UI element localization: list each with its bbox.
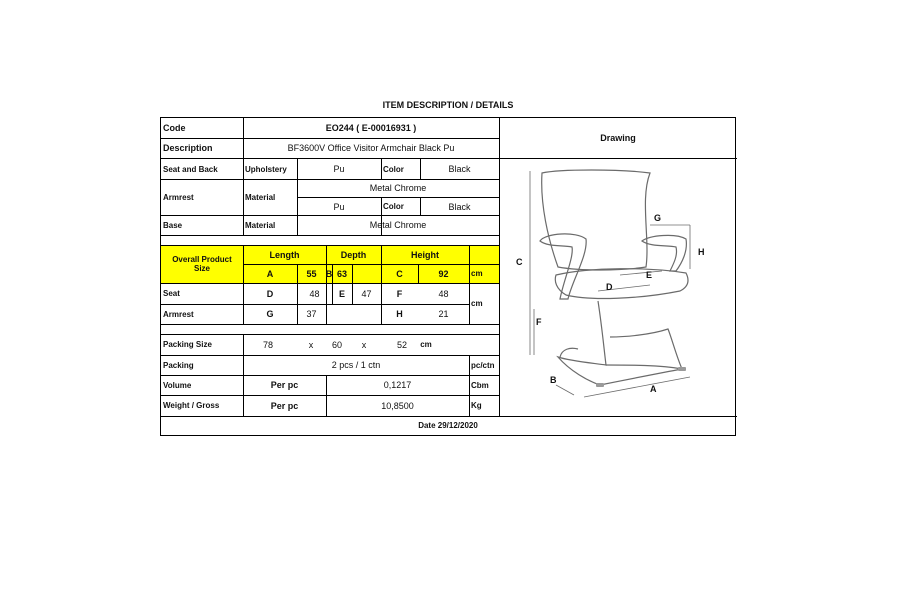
packing-height: 52 bbox=[396, 339, 407, 350]
packing-x-1: x bbox=[308, 339, 314, 350]
height-label: Height bbox=[411, 249, 439, 260]
chair-drawing bbox=[500, 159, 736, 416]
armrest-label: Armrest bbox=[163, 192, 194, 202]
packing-x-2: x bbox=[361, 339, 367, 350]
code-value: EO244 ( E-00016931 ) bbox=[325, 123, 417, 133]
backrest-outline bbox=[542, 170, 650, 270]
packing-value: 2 pcs / 1 ctn bbox=[331, 360, 381, 370]
dim-b-value: 63 bbox=[336, 268, 347, 279]
base-material-label: Material bbox=[245, 220, 276, 230]
weight-per: Per pc bbox=[270, 400, 299, 411]
dim-e-value: 47 bbox=[361, 288, 372, 299]
packing-label: Packing bbox=[163, 360, 194, 370]
packing-width: 60 bbox=[331, 339, 342, 350]
dim-line-b bbox=[556, 385, 574, 395]
description-label: Description bbox=[163, 143, 213, 153]
seat-back-color-label: Color bbox=[383, 164, 404, 174]
seat-dims-label: Seat bbox=[163, 289, 180, 298]
dim-h-value: 21 bbox=[438, 309, 449, 319]
volume-unit: Cbm bbox=[471, 380, 489, 390]
dim-e-letter: E bbox=[338, 288, 345, 299]
armrest-material-1: Metal Chrome bbox=[369, 183, 427, 193]
overall-unit: cm bbox=[471, 269, 483, 278]
drawing-label-b: B bbox=[550, 375, 557, 385]
drawing-label-h: H bbox=[698, 247, 705, 257]
drawing-label-d: D bbox=[606, 282, 613, 292]
packing-unit: pc/ctn bbox=[471, 360, 495, 370]
dim-f-letter: F bbox=[396, 288, 403, 299]
dim-d-value: 48 bbox=[309, 288, 320, 299]
description-value: BF3600V Office Visitor Armchair Black Pu bbox=[287, 143, 455, 153]
drawing-label: Drawing bbox=[600, 133, 636, 143]
volume-label: Volume bbox=[163, 380, 192, 390]
left-armrest-outline bbox=[540, 234, 586, 299]
length-label: Length bbox=[269, 249, 300, 260]
volume-value: 0,1217 bbox=[383, 380, 412, 390]
dim-h-letter: H bbox=[396, 309, 403, 319]
packing-size-label: Packing Size bbox=[163, 340, 212, 349]
packing-length: 78 bbox=[262, 339, 273, 350]
packing-size-unit: cm bbox=[420, 340, 432, 349]
armrest-material-label: Material bbox=[245, 192, 276, 202]
armrest-dims-label: Armrest bbox=[163, 309, 194, 319]
base-material: Metal Chrome bbox=[369, 220, 427, 230]
seat-armrest-unit: cm bbox=[471, 299, 483, 308]
dim-b-letter: B bbox=[325, 268, 333, 279]
armrest-material-2: Pu bbox=[333, 201, 345, 212]
dim-b-spacer bbox=[352, 264, 381, 283]
drawing-label-c: C bbox=[516, 257, 523, 267]
dim-g-letter: G bbox=[266, 309, 274, 319]
weight-label: Weight / Gross bbox=[163, 401, 220, 410]
spec-sheet bbox=[160, 117, 736, 436]
dim-c-value: 92 bbox=[438, 268, 449, 279]
drawing-label-e: E bbox=[646, 270, 653, 280]
seat-back-label: Seat and Back bbox=[163, 164, 218, 174]
armrest-color-label: Color bbox=[383, 202, 404, 211]
drawing-label-f: F bbox=[536, 317, 542, 327]
dim-a-value: 55 bbox=[306, 268, 317, 279]
date-footer: Date 29/12/2020 bbox=[418, 420, 478, 430]
dim-line-e bbox=[620, 271, 662, 275]
weight-unit: Kg bbox=[471, 401, 482, 410]
seat-back-color: Black bbox=[448, 164, 471, 174]
seat-back-material: Pu bbox=[333, 164, 345, 174]
dim-a-letter: A bbox=[266, 268, 274, 279]
dim-d-letter: D bbox=[266, 288, 274, 299]
armrest-color: Black bbox=[448, 201, 471, 212]
code-label: Code bbox=[163, 123, 186, 133]
volume-per: Per pc bbox=[270, 380, 299, 390]
dim-c-letter: C bbox=[396, 268, 403, 279]
drawing-label-g: G bbox=[654, 213, 662, 223]
base-label: Base bbox=[163, 220, 183, 230]
sled-base-outline bbox=[558, 301, 682, 385]
seat-back-material-label: Upholstery bbox=[245, 164, 287, 174]
page-title: ITEM DESCRIPTION / DETAILS bbox=[382, 100, 514, 110]
dim-g-value: 37 bbox=[306, 309, 317, 319]
overall-size-label: Overall Product Size bbox=[172, 255, 232, 273]
weight-value: 10,8500 bbox=[381, 400, 414, 411]
drawing-label-a: A bbox=[650, 384, 657, 394]
right-armrest-outline bbox=[642, 235, 686, 271]
depth-label: Depth bbox=[340, 249, 367, 260]
seat-outline bbox=[555, 269, 688, 299]
dim-f-value: 48 bbox=[438, 288, 449, 299]
